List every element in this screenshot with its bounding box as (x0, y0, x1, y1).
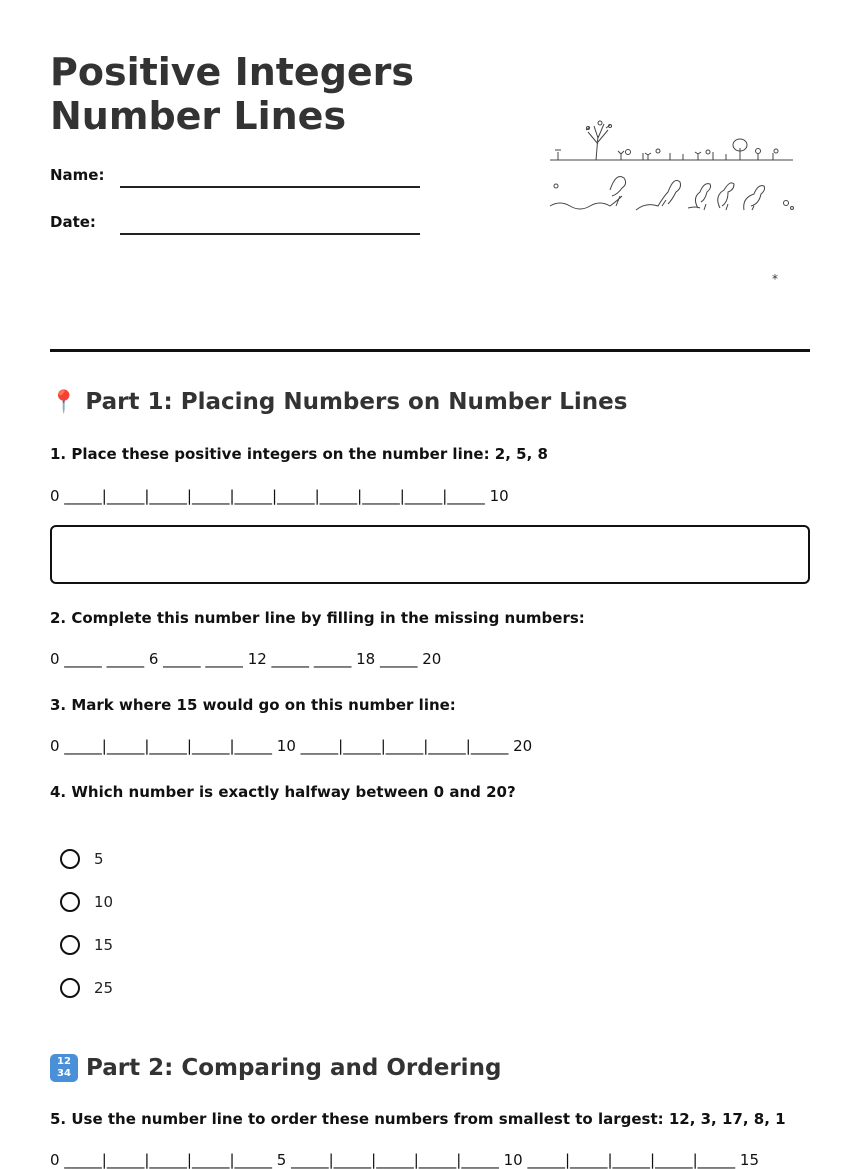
part2-heading (50, 1054, 501, 1082)
option-label: 15 (94, 936, 114, 954)
kangaroo-icon (688, 184, 711, 210)
header-divider (50, 349, 810, 352)
radio-button[interactable] (60, 849, 80, 869)
option-label: 25 (94, 979, 114, 997)
tree-right-icon (733, 139, 747, 160)
kangaroo-icon (550, 177, 626, 210)
answer-option[interactable] (60, 892, 113, 912)
kangaroo-icon (718, 183, 734, 210)
option-label: 5 (94, 850, 104, 868)
part1-heading (50, 389, 627, 415)
radio-button[interactable] (60, 892, 80, 912)
tree-left-icon (586, 124, 610, 160)
title-line-2: Number Lines (50, 94, 347, 138)
question-2-number-line: 0 _____ _____ 6 _____ _____ 12 _____ _____ 18 _____ 20 (50, 650, 442, 668)
question-1-answer-box[interactable] (50, 525, 810, 584)
kangaroo-icon (636, 180, 681, 210)
page-title (50, 50, 414, 138)
pushpin-icon: 📍 (50, 389, 78, 415)
question-4-text: 4. Which number is exactly halfway between 0 and 20? (50, 783, 516, 801)
radio-button[interactable] (60, 935, 80, 955)
question-3-number-line: 0 _____|_____|_____|_____|_____ 10 _____|_____|_____|_____|_____ 20 (50, 737, 533, 755)
part2-title: Part 2: Comparing and Ordering (86, 1055, 502, 1081)
option-label: 10 (94, 893, 114, 911)
name-label: Name: (50, 166, 105, 184)
radio-button[interactable] (60, 978, 80, 998)
answer-option[interactable] (60, 935, 113, 955)
question-1-text: 1. Place these positive integers on the number line: 2, 5, 8 (50, 445, 548, 463)
title-line-1: Positive Integers (50, 50, 415, 94)
question-3-text: 3. Mark where 15 would go on this number line: (50, 696, 456, 714)
kangaroo-landscape-illustration (548, 118, 798, 218)
kangaroo-icon (744, 186, 765, 210)
answer-option[interactable] (60, 978, 113, 998)
numbers-icon: 12 34 (50, 1054, 78, 1082)
part1-title: Part 1: Placing Numbers on Number Lines (85, 389, 628, 415)
question-1-number-line: 0 _____|_____|_____|_____|_____|_____|_____|_____|_____|_____ 10 (50, 487, 509, 505)
name-field[interactable] (120, 186, 420, 188)
question-2-text: 2. Complete this number line by filling in the missing numbers: (50, 609, 585, 627)
date-field[interactable] (120, 233, 420, 235)
answer-option[interactable] (60, 849, 104, 869)
date-label: Date: (50, 213, 96, 231)
question-5-number-line: 0 _____|_____|_____|_____|_____ 5 _____|_____|_____|_____|_____ 10 _____|_____|_____|_____|_____ 15 (50, 1151, 760, 1169)
star-mark: * (772, 272, 778, 286)
question-5-text: 5. Use the number line to order these numbers from smallest to largest: 12, 3, 17, 8, 1 (50, 1110, 786, 1128)
